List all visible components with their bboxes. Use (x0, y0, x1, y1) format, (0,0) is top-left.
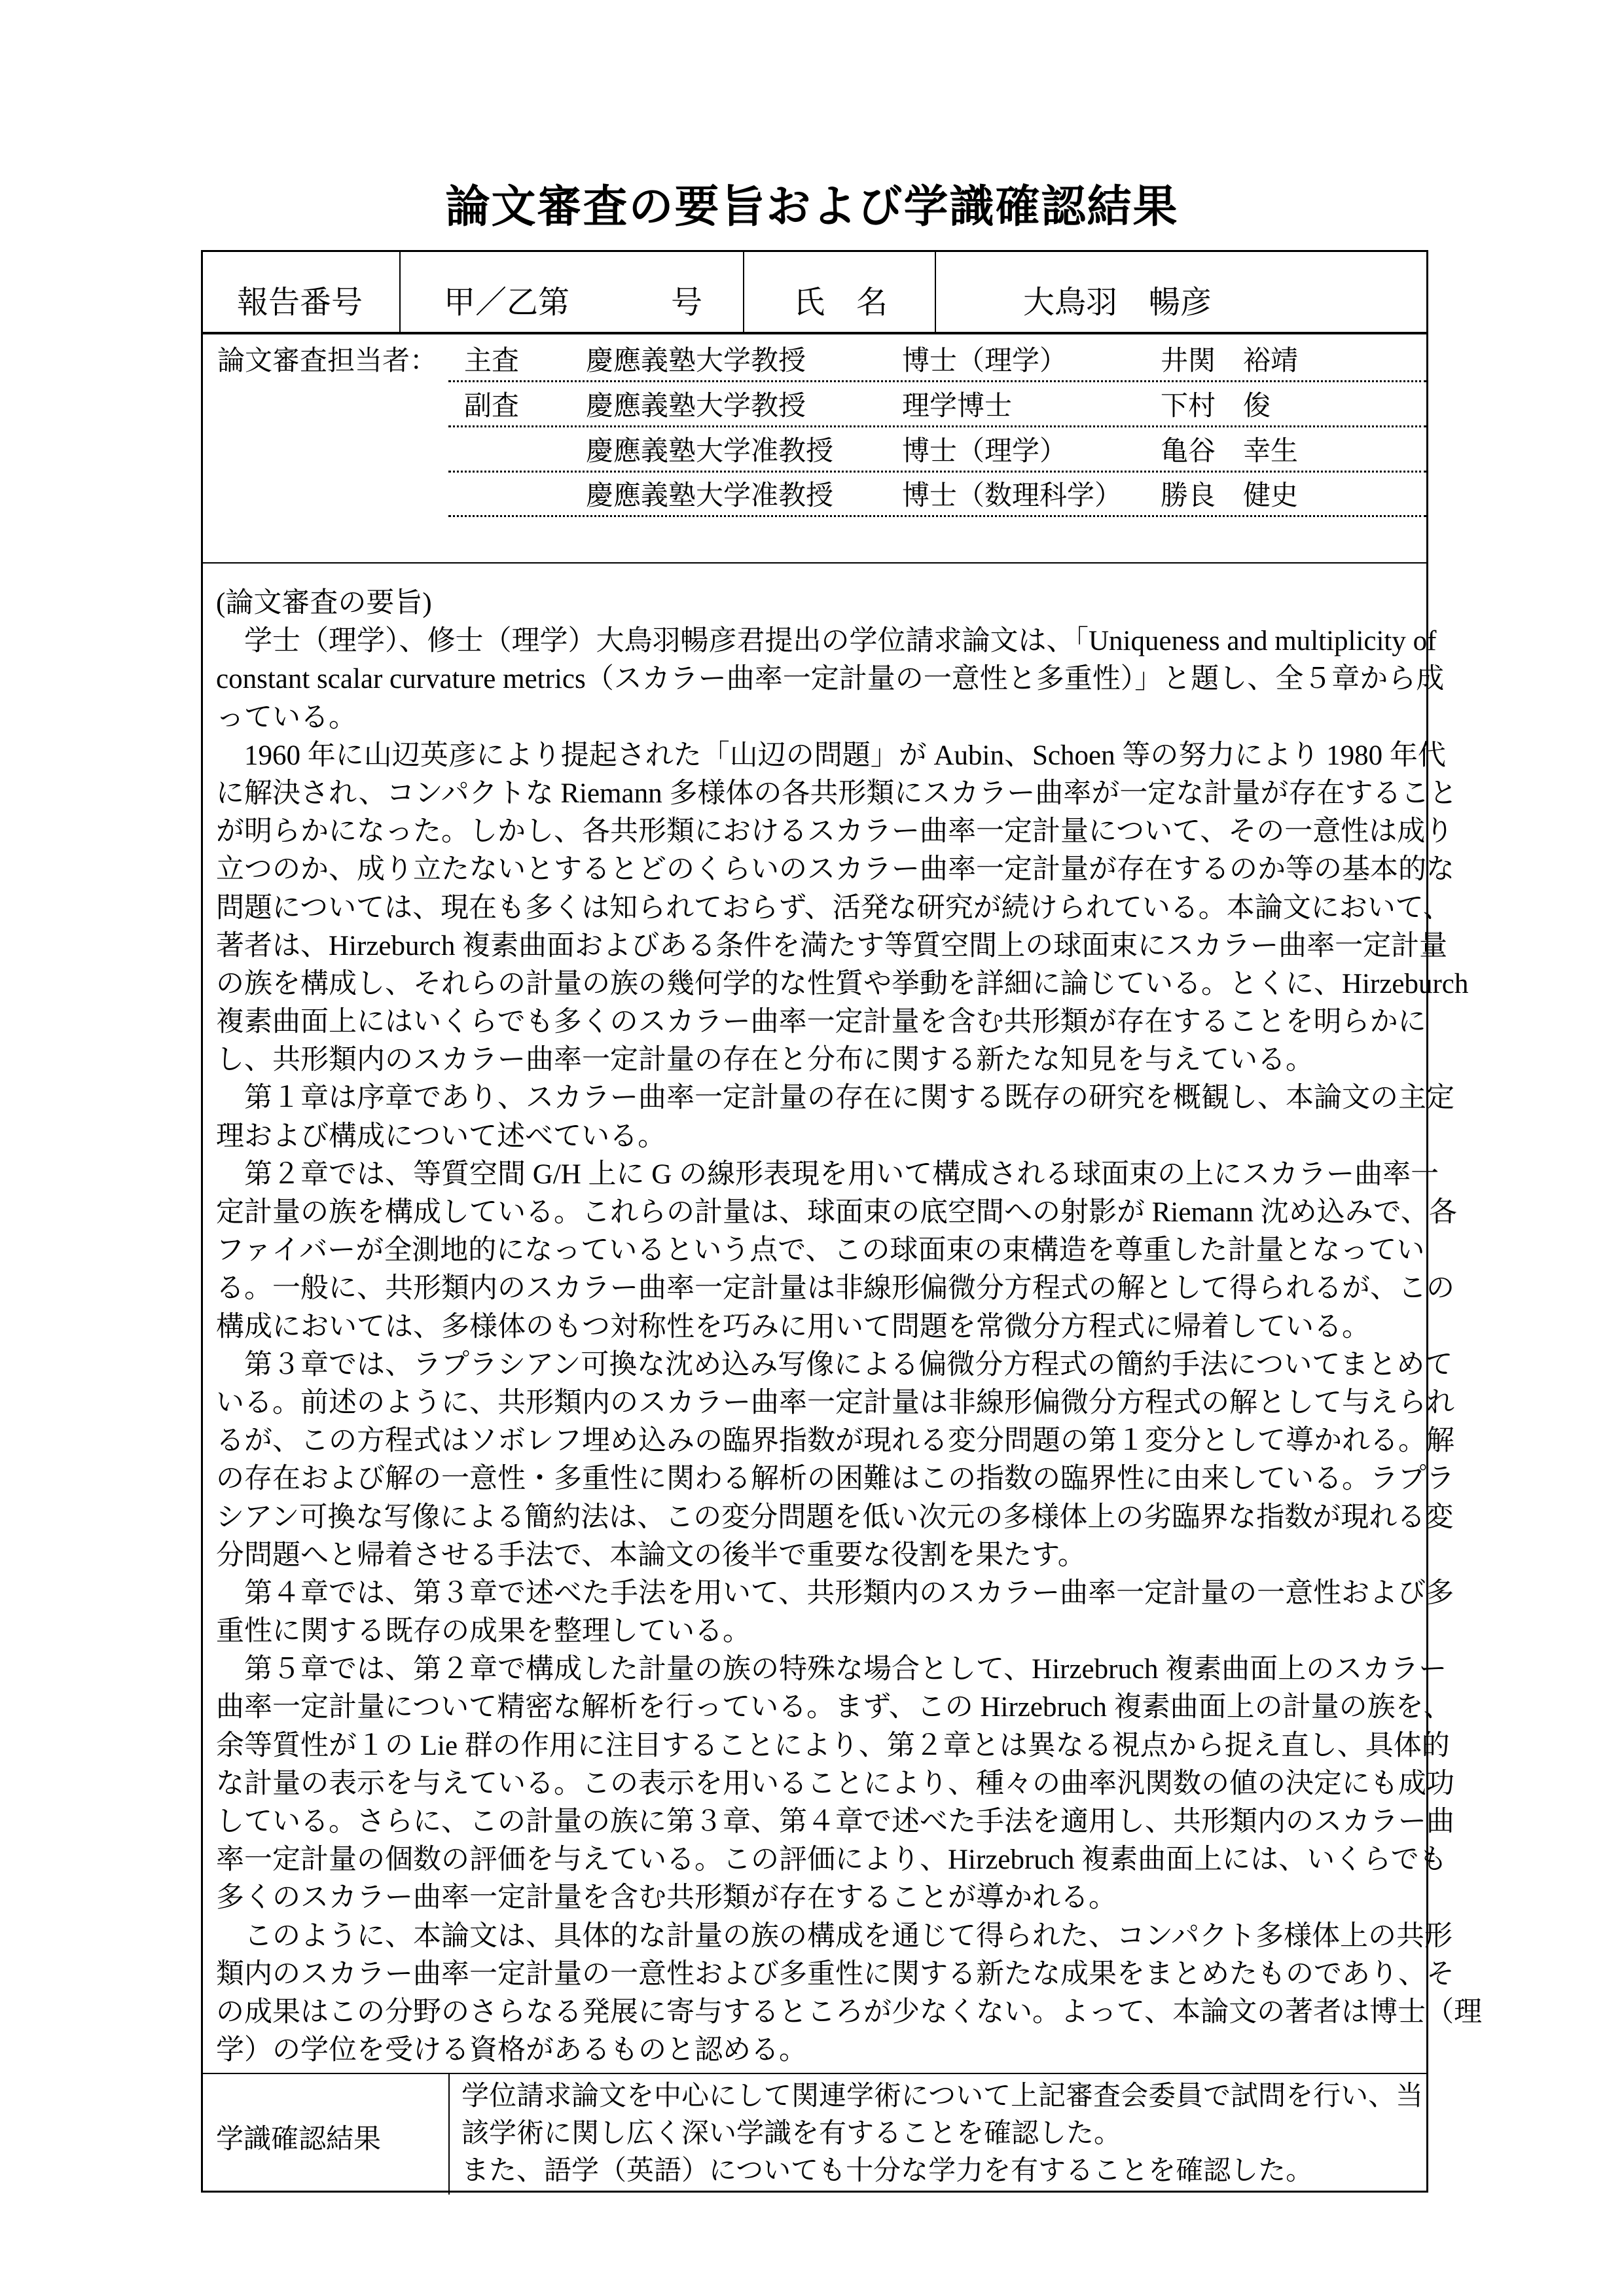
divider (203, 332, 1426, 334)
summary-line: 第１章は序章であり、スカラー曲率一定計量の存在に関する既存の研究を概観し、本論文の主定 (216, 1083, 1454, 1114)
summary-line: 分問題へと帰着させる手法で、本論文の後半で重要な役割を果たす。 (216, 1539, 1086, 1571)
summary-paragraph (216, 1079, 1454, 1155)
summary-paragraph (216, 1156, 1457, 1346)
dotted-divider (448, 380, 1426, 382)
reviewer-name: 下村 俊 (1161, 391, 1271, 422)
page-title: 論文審査の要旨および学識確認結果 (445, 182, 1179, 232)
summary-line: 曲率一定計量について精密な解析を行っている。まず、この Hirzebruch 複素曲面上の計量の族を、 (216, 1692, 1452, 1723)
reviewer-role: 副査 (464, 391, 520, 422)
divider (743, 252, 744, 332)
reviewer-name: 亀谷 幸生 (1161, 437, 1299, 467)
name-label: 氏 名 (793, 285, 888, 320)
summary-line: 第４章では、第３章で述べた手法を用いて、共形類内のスカラー曲率一定計量の一意性および多 (216, 1577, 1454, 1609)
summary-line: な計量の表示を与えている。この表示を用いることにより、種々の曲率汎関数の値の決定にも成功 (216, 1768, 1454, 1799)
divider (399, 252, 401, 332)
reviewer-affiliation: 慶應義塾大学准教授 (586, 437, 834, 467)
dotted-divider (448, 425, 1426, 427)
divider (203, 562, 1426, 564)
reviewer-degree: 博士（理学） (902, 437, 1068, 467)
divider (448, 2073, 450, 2195)
summary-line: の成果はこの分野のさらなる発展に寄与するところが少なくない。よって、本論文の著者は博士（理 (216, 1996, 1483, 2028)
reviewer-affiliation: 慶應義塾大学教授 (586, 346, 806, 376)
reviewers-label: 論文審査担当者： (217, 346, 438, 376)
report-number-prefix: 甲／乙第 (444, 285, 570, 320)
summary-line: の族を構成し、それらの計量の族の幾何学的な性質や挙動を詳細に論じている。とくに、Hirzeburch (216, 968, 1469, 999)
reviewer-degree: 博士（理学） (902, 346, 1068, 376)
confirmation-line: また、語学（英語）についても十分な学力を有することを確認した。 (461, 2156, 1314, 2186)
dotted-divider (448, 515, 1426, 517)
summary-line: るが、この方程式はソボレフ埋め込みの臨界指数が現れる変分問題の第１変分として導かれる。解 (216, 1426, 1454, 1457)
summary-line: constant scalar curvature metrics（スカラー曲率一定計量の一意性と多重性）」と題し、全５章から成 (216, 664, 1445, 695)
summary-line: 第２章では、等質空間 G/H 上に G の線形表現を用いて構成される球面束の上にスカラー曲率一 (216, 1158, 1439, 1190)
summary-line: このように、本論文は、具体的な計量の族の構成を通じて得られた、コンパクト多様体上の共形 (216, 1920, 1453, 1952)
summary-line: している。さらに、この計量の族に第３章、第４章で述べた手法を適用し、共形類内のスカラー曲 (216, 1806, 1454, 1837)
summary-line: 構成においては、多様体のもつ対称性を巧みに用いて問題を常微分方程式に帰着している。 (216, 1311, 1370, 1342)
summary-line: いる。前述のように、共形類内のスカラー曲率一定計量は非線形偏微分方程式の解として与えられ (216, 1387, 1454, 1418)
summary-line: に解決され、コンパクトな Riemann 多様体の各共形類にスカラー曲率が一定な計量が存在すること (216, 778, 1458, 809)
summary-paragraph (216, 1651, 1454, 1917)
summary-line: 余等質性が１の Lie 群の作用に注目することにより、第２章とは異なる視点から捉え直し、具体的 (216, 1730, 1450, 1761)
summary-paragraph (216, 1918, 1483, 2070)
divider (935, 252, 936, 332)
summary-line: 立つのか、成り立たないとするとどのくらいのスカラー曲率一定計量が存在するのか等の基本的な (216, 854, 1454, 886)
reviewer-affiliation: 慶應義塾大学教授 (586, 391, 806, 422)
confirmation-label: 学識確認結果 (216, 2125, 382, 2155)
reviewer-name: 井関 裕靖 (1161, 346, 1299, 376)
summary-line: 第５章では、第２章で構成した計量の族の特殊な場合として、Hirzebruch 複素曲面上のスカラー (216, 1654, 1447, 1685)
summary-paragraph (216, 622, 1445, 737)
summary-line: の存在および解の一意性・多重性に関わる解析の困難はこの指数の臨界性に由来している。ラプラ (216, 1463, 1454, 1495)
confirmation-line: 該学術に関し広く深い学識を有することを確認した。 (461, 2119, 1122, 2149)
summary-line: 重性に関する既存の成果を整理している。 (216, 1616, 751, 1647)
dotted-divider (448, 471, 1426, 473)
summary-line: 第３章では、ラプラシアン可換な沈め込み写像による偏微分方程式の簡約手法についてまとめて (216, 1349, 1453, 1380)
name-value: 大鳥羽 暢彦 (1023, 285, 1212, 320)
report-number-label: 報告番号 (237, 285, 363, 320)
summary-paragraph (216, 1346, 1454, 1575)
summary-line: が明らかになった。しかし、各共形類におけるスカラー曲率一定計量について、その一意性は成り (216, 816, 1454, 848)
summary-line: 率一定計量の個数の評価を与えている。この評価により、Hirzebruch 複素曲面上には、いくらでも (216, 1844, 1447, 1876)
summary-line: ファイバーが全測地的になっているという点で、この球面束の束構造を尊重した計量となってい (216, 1235, 1425, 1266)
report-number-suffix: 号 (671, 285, 703, 320)
summary-line: 複素曲面上にはいくらでも多くのスカラー曲率一定計量を含む共形類が存在することを明らかに (216, 1007, 1426, 1038)
confirmation-line: 学位請求論文を中心にして関連学術について上記審査会委員で試問を行い、当 (461, 2081, 1424, 2111)
summary-line: 著者は、Hirzeburch 複素曲面およびある条件を満たす等質空間上の球面束にスカラー曲率一定計量 (216, 930, 1448, 961)
divider (203, 2073, 1426, 2074)
reviewer-role: 主査 (464, 346, 520, 376)
summary-line: 学士（理学）、修士（理学）大鳥羽暢彦君提出の学位請求論文は、「Uniqueness and multiplicity of (216, 626, 1437, 657)
reviewer-name: 勝良 健史 (1161, 481, 1299, 511)
reviewer-degree: 博士（数理科学） (902, 481, 1123, 511)
summary-line: 1960 年に山辺英彦により提起された「山辺の問題」が Aubin、Schoen 等の努力により 1980 年代 (216, 740, 1446, 771)
summary-line: 理および構成について述べている。 (216, 1121, 666, 1152)
summary-heading: (論文審査の要旨) (216, 588, 432, 619)
summary-line: る。一般に、共形類内のスカラー曲率一定計量は非線形偏微分方程式の解として得られるが、この (216, 1273, 1454, 1304)
summary-paragraph (216, 1575, 1454, 1651)
reviewer-degree: 理学博士 (902, 391, 1013, 422)
review-form-table (201, 250, 1483, 2193)
summary-line: 類内のスカラー曲率一定計量の一意性および多重性に関する新たな成果をまとめたものであり、そ (216, 1958, 1454, 1990)
summary-line: し、共形類内のスカラー曲率一定計量の存在と分布に関する新たな知見を与えている。 (216, 1045, 1314, 1076)
summary-line: 定計量の族を構成している。これらの計量は、球面束の底空間への射影が Riemann 沈め込みで、各 (216, 1197, 1457, 1228)
summary-line: 問題については、現在も多くは知られておらず、活発な研究が続けられている。本論文において、 (216, 892, 1451, 924)
summary-line: シアン可換な写像による簡約法は、この変分問題を低い次元の多様体上の劣臨界な指数が現れる変 (216, 1501, 1454, 1533)
reviewer-affiliation: 慶應義塾大学准教授 (586, 481, 834, 511)
summary-line: っている。 (216, 702, 357, 733)
summary-line: 学）の学位を受ける資格があるものと認める。 (216, 2035, 807, 2066)
summary-paragraph (216, 737, 1469, 1080)
review-summary (216, 584, 1483, 2070)
summary-line: 多くのスカラー曲率一定計量を含む共形類が存在することが導かれる。 (216, 1882, 1117, 1914)
